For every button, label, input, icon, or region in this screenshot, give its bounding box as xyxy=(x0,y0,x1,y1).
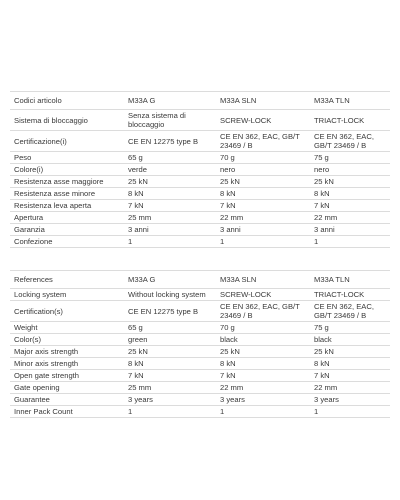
cell-m33a-tln: 25 kN xyxy=(308,346,390,358)
header-cell-m33a-sln: M33A SLN xyxy=(214,271,308,289)
cell-m33a-tln: 1 xyxy=(308,236,390,248)
cell-m33a-g: 1 xyxy=(118,406,214,418)
cell-m33a-sln: 8 kN xyxy=(214,188,308,200)
cell-m33a-sln: 25 kN xyxy=(214,346,308,358)
header-cell-label: References xyxy=(10,271,118,289)
cell-m33a-g: 65 g xyxy=(118,322,214,334)
table-row xyxy=(10,236,390,248)
cell-label: Certification(s) xyxy=(10,301,118,322)
cell-m33a-tln: 75 g xyxy=(308,152,390,164)
cell-m33a-g: 65 g xyxy=(118,152,214,164)
cell-m33a-sln: 22 mm xyxy=(214,212,308,224)
cell-label: Major axis strength xyxy=(10,346,118,358)
cell-m33a-tln: 1 xyxy=(308,406,390,418)
cell-m33a-tln: 3 anni xyxy=(308,224,390,236)
cell-m33a-sln: 1 xyxy=(214,406,308,418)
table-row xyxy=(10,346,390,358)
cell-label: Open gate strength xyxy=(10,370,118,382)
table-row xyxy=(10,224,390,236)
table-row xyxy=(10,382,390,394)
cell-label: Gate opening xyxy=(10,382,118,394)
cell-m33a-sln: nero xyxy=(214,164,308,176)
cell-m33a-g: 8 kN xyxy=(118,358,214,370)
header-cell-label: Codici articolo xyxy=(10,92,118,110)
header-cell-m33a-sln: M33A SLN xyxy=(214,92,308,110)
cell-m33a-g: CE EN 12275 type B xyxy=(118,131,214,152)
table-row xyxy=(10,301,390,322)
cell-m33a-g: 1 xyxy=(118,236,214,248)
table-row xyxy=(10,358,390,370)
cell-label: Minor axis strength xyxy=(10,358,118,370)
cell-m33a-tln: 75 g xyxy=(308,322,390,334)
cell-label: Resistenza leva aperta xyxy=(10,200,118,212)
table-row xyxy=(10,406,390,418)
cell-m33a-tln: 7 kN xyxy=(308,200,390,212)
cell-m33a-tln: 22 mm xyxy=(308,382,390,394)
cell-m33a-tln: 7 kN xyxy=(308,370,390,382)
cell-m33a-g: 25 kN xyxy=(118,346,214,358)
table-row xyxy=(10,394,390,406)
cell-m33a-tln: 3 years xyxy=(308,394,390,406)
header-cell-m33a-tln: M33A TLN xyxy=(308,92,390,110)
cell-m33a-g: Senza sistema di bloccaggio xyxy=(118,110,214,131)
table-row xyxy=(10,322,390,334)
cell-m33a-tln: 22 mm xyxy=(308,212,390,224)
cell-m33a-g: 3 anni xyxy=(118,224,214,236)
cell-label: Apertura xyxy=(10,212,118,224)
table-header-row xyxy=(10,271,390,289)
cell-m33a-sln: 7 kN xyxy=(214,370,308,382)
cell-label: Peso xyxy=(10,152,118,164)
table-row xyxy=(10,212,390,224)
cell-label: Resistenza asse maggiore xyxy=(10,176,118,188)
table-row xyxy=(10,289,390,301)
cell-label: Confezione xyxy=(10,236,118,248)
cell-m33a-g: 7 kN xyxy=(118,200,214,212)
cell-m33a-sln: 70 g xyxy=(214,322,308,334)
cell-m33a-sln: 3 anni xyxy=(214,224,308,236)
table-row xyxy=(10,131,390,152)
spec-table-english xyxy=(10,270,390,418)
header-cell-m33a-tln: M33A TLN xyxy=(308,271,390,289)
cell-label: Locking system xyxy=(10,289,118,301)
spec-table-italian xyxy=(10,91,390,248)
cell-label: Garanzia xyxy=(10,224,118,236)
cell-m33a-tln: 25 kN xyxy=(308,176,390,188)
cell-m33a-sln: CE EN 362, EAC, GB/T 23469 / B xyxy=(214,301,308,322)
cell-m33a-g: 25 mm xyxy=(118,212,214,224)
cell-m33a-g: 7 kN xyxy=(118,370,214,382)
cell-m33a-sln: CE EN 362, EAC, GB/T 23469 / B xyxy=(214,131,308,152)
table-row xyxy=(10,152,390,164)
header-cell-m33a-g: M33A G xyxy=(118,271,214,289)
cell-m33a-sln: 8 kN xyxy=(214,358,308,370)
cell-m33a-tln: nero xyxy=(308,164,390,176)
cell-label: Guarantee xyxy=(10,394,118,406)
cell-m33a-tln: CE EN 362, EAC, GB/T 23469 / B xyxy=(308,301,390,322)
cell-m33a-g: Without locking system xyxy=(118,289,214,301)
cell-m33a-g: 3 years xyxy=(118,394,214,406)
cell-label: Resistenza asse minore xyxy=(10,188,118,200)
cell-m33a-sln: 3 years xyxy=(214,394,308,406)
cell-label: Sistema di bloccaggio xyxy=(10,110,118,131)
cell-m33a-g: 25 mm xyxy=(118,382,214,394)
cell-label: Color(s) xyxy=(10,334,118,346)
cell-m33a-tln: 8 kN xyxy=(308,358,390,370)
table-header-row xyxy=(10,92,390,110)
cell-m33a-sln: 22 mm xyxy=(214,382,308,394)
cell-m33a-tln: 8 kN xyxy=(308,188,390,200)
cell-label: Weight xyxy=(10,322,118,334)
cell-m33a-tln: CE EN 362, EAC, GB/T 23469 / B xyxy=(308,131,390,152)
cell-m33a-tln: TRIACT-LOCK xyxy=(308,110,390,131)
cell-m33a-sln: 25 kN xyxy=(214,176,308,188)
cell-label: Colore(i) xyxy=(10,164,118,176)
cell-m33a-sln: 70 g xyxy=(214,152,308,164)
cell-m33a-g: green xyxy=(118,334,214,346)
cell-m33a-sln: 7 kN xyxy=(214,200,308,212)
table-row xyxy=(10,334,390,346)
table-row xyxy=(10,188,390,200)
cell-m33a-g: verde xyxy=(118,164,214,176)
table-row xyxy=(10,164,390,176)
table-row xyxy=(10,200,390,212)
cell-m33a-tln: black xyxy=(308,334,390,346)
cell-m33a-sln: SCREW-LOCK xyxy=(214,289,308,301)
table-row xyxy=(10,176,390,188)
table-row xyxy=(10,110,390,131)
cell-m33a-g: 25 kN xyxy=(118,176,214,188)
cell-m33a-g: CE EN 12275 type B xyxy=(118,301,214,322)
cell-m33a-tln: TRIACT-LOCK xyxy=(308,289,390,301)
cell-m33a-g: 8 kN xyxy=(118,188,214,200)
cell-label: Inner Pack Count xyxy=(10,406,118,418)
header-cell-m33a-g: M33A G xyxy=(118,92,214,110)
cell-m33a-sln: SCREW-LOCK xyxy=(214,110,308,131)
cell-label: Certificazione(i) xyxy=(10,131,118,152)
cell-m33a-sln: black xyxy=(214,334,308,346)
table-row xyxy=(10,370,390,382)
cell-m33a-sln: 1 xyxy=(214,236,308,248)
